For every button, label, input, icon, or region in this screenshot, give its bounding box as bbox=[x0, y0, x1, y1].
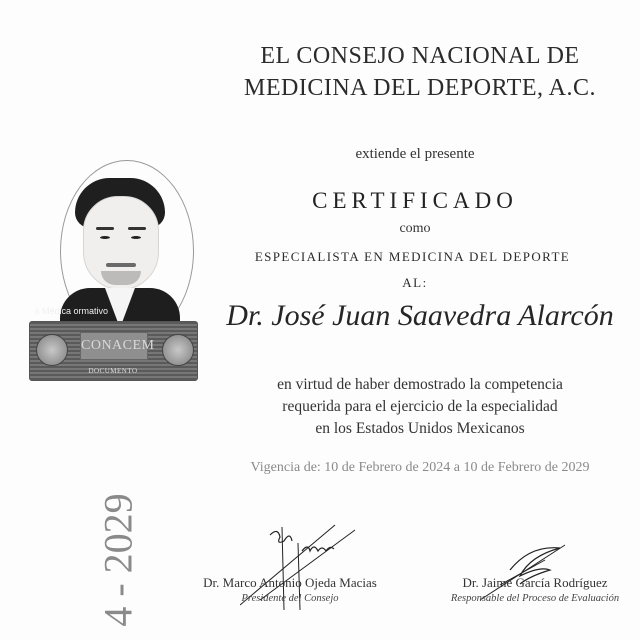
validity-text: Vigencia de: 10 de Febrero de 2024 a 10 de Febrero de 2029 bbox=[250, 460, 590, 475]
al-text: AL: bbox=[402, 275, 428, 290]
photo-beard bbox=[101, 271, 141, 285]
badge-plate-text: CONACEM bbox=[81, 338, 155, 353]
recipient-photo bbox=[60, 170, 180, 325]
org-title-line-1: EL CONSEJO NACIONAL DE bbox=[260, 43, 580, 69]
photo-eye-right bbox=[131, 236, 141, 239]
photo-brow-right bbox=[128, 227, 146, 230]
specialty-text: ESPECIALISTA EN MEDICINA DEL DEPORTE bbox=[254, 249, 571, 264]
org-title-line-2: MEDICINA DEL DEPORTE, A.C. bbox=[244, 75, 596, 101]
signer-1-name: Dr. Marco Antonio Ojeda Macias bbox=[203, 575, 377, 590]
badge-bottom-text: DOCUMENTO bbox=[88, 367, 138, 375]
photo-face bbox=[83, 196, 159, 290]
como-text: como bbox=[399, 221, 431, 236]
body-line-3: en los Estados Unidos Mexicanos bbox=[315, 420, 525, 437]
vertical-year-watermark bbox=[88, 480, 148, 640]
seal-right-icon bbox=[162, 334, 194, 366]
photo-eye-left bbox=[100, 236, 110, 239]
body-line-1: en virtud de haber demostrado la competencia bbox=[277, 376, 563, 393]
conacem-badge bbox=[29, 321, 198, 381]
badge-plate bbox=[80, 332, 155, 360]
body-line-2: requerida para el ejercicio de la especialidad bbox=[282, 398, 558, 415]
signer-2-role: Responsable del Proceso de Evaluación bbox=[450, 593, 620, 604]
certificate-title: CERTIFICADO bbox=[312, 188, 518, 213]
organization-title bbox=[210, 40, 630, 104]
vertical-year-text: 4 - 2029 bbox=[95, 493, 141, 627]
seal-left-icon bbox=[36, 334, 68, 366]
photo-brow-left bbox=[96, 227, 114, 230]
photo-overlay-text: s Médica ormativo bbox=[35, 306, 109, 316]
certificate-body bbox=[220, 374, 620, 440]
intro-text: extiende el presente bbox=[355, 146, 475, 162]
signer-1-role: Presidente del Consejo bbox=[241, 593, 339, 604]
photo-mustache bbox=[106, 263, 136, 267]
signer-2-name: Dr. Jaime García Rodríguez bbox=[462, 575, 608, 590]
recipient-name: Dr. José Juan Saavedra Alarcón bbox=[226, 299, 614, 332]
